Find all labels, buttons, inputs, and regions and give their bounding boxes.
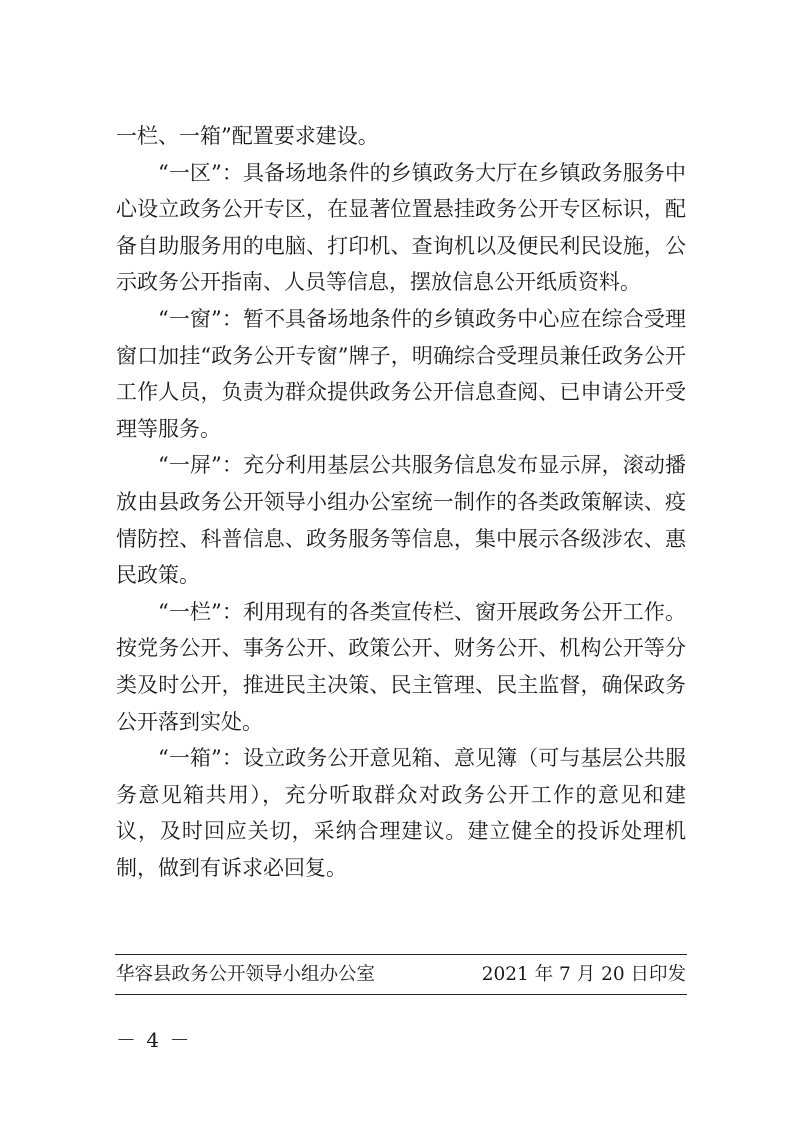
paragraph-yiping: “一屏”：充分利用基层公共服务信息发布显示屏，滚动播放由县政务公开领导小组办公室统一制作的各类政策解读、疫情防控、科普信息、政务服务等信息，集中展示各级涉农、惠民政策。 bbox=[116, 453, 686, 588]
page-number: － 4 － bbox=[116, 1028, 192, 1052]
footer-issue-date: 2021 年 7 月 20 日印发 bbox=[481, 964, 686, 985]
footer-top-divider bbox=[115, 954, 687, 955]
paragraph-yichuang: “一窗”：暂不具备场地条件的乡镇政务中心应在综合受理窗口加挂“政务公开专窗”牌子，明确综合受理员兼任政务公开工作人员，负责为群众提供政务公开信息查阅、已申请公开受理等服务。 bbox=[116, 306, 686, 441]
footer-issuer: 华容县政务公开领导小组办公室 bbox=[116, 964, 376, 985]
document-body bbox=[116, 118, 686, 886]
footer-imprint bbox=[116, 960, 686, 990]
paragraph-yixiang: “一箱”：设立政务公开意见箱、意见簿（可与基层公共服务意见箱共用），充分听取群众对政务公开工作的意见和建议，及时回应关切，采纳合理建议。建立健全的投诉处理机制，做到有诉求必回复。 bbox=[116, 746, 686, 880]
paragraph-yilan: “一栏”：利用现有的各类宣传栏、窗开展政务公开工作。按党务公开、事务公开、政策公开、财务公开、机构公开等分类及时公开，推进民主决策、民主管理、民主监督，确保政务公开落到实处。 bbox=[116, 599, 686, 734]
paragraph-yiqu: “一区”：具备场地条件的乡镇政务大厅在乡镇政务服务中心设立政务公开专区，在显著位置悬挂政务公开专区标识，配备自助服务用的电脑、打印机、查询机以及便民利民设施，公示政务公开指南、人员等信息，摆放信息公开纸质资料。 bbox=[116, 160, 686, 295]
paragraph-continuation: 一栏、一箱”配置要求建设。 bbox=[116, 124, 379, 148]
footer-bottom-divider bbox=[115, 994, 687, 995]
